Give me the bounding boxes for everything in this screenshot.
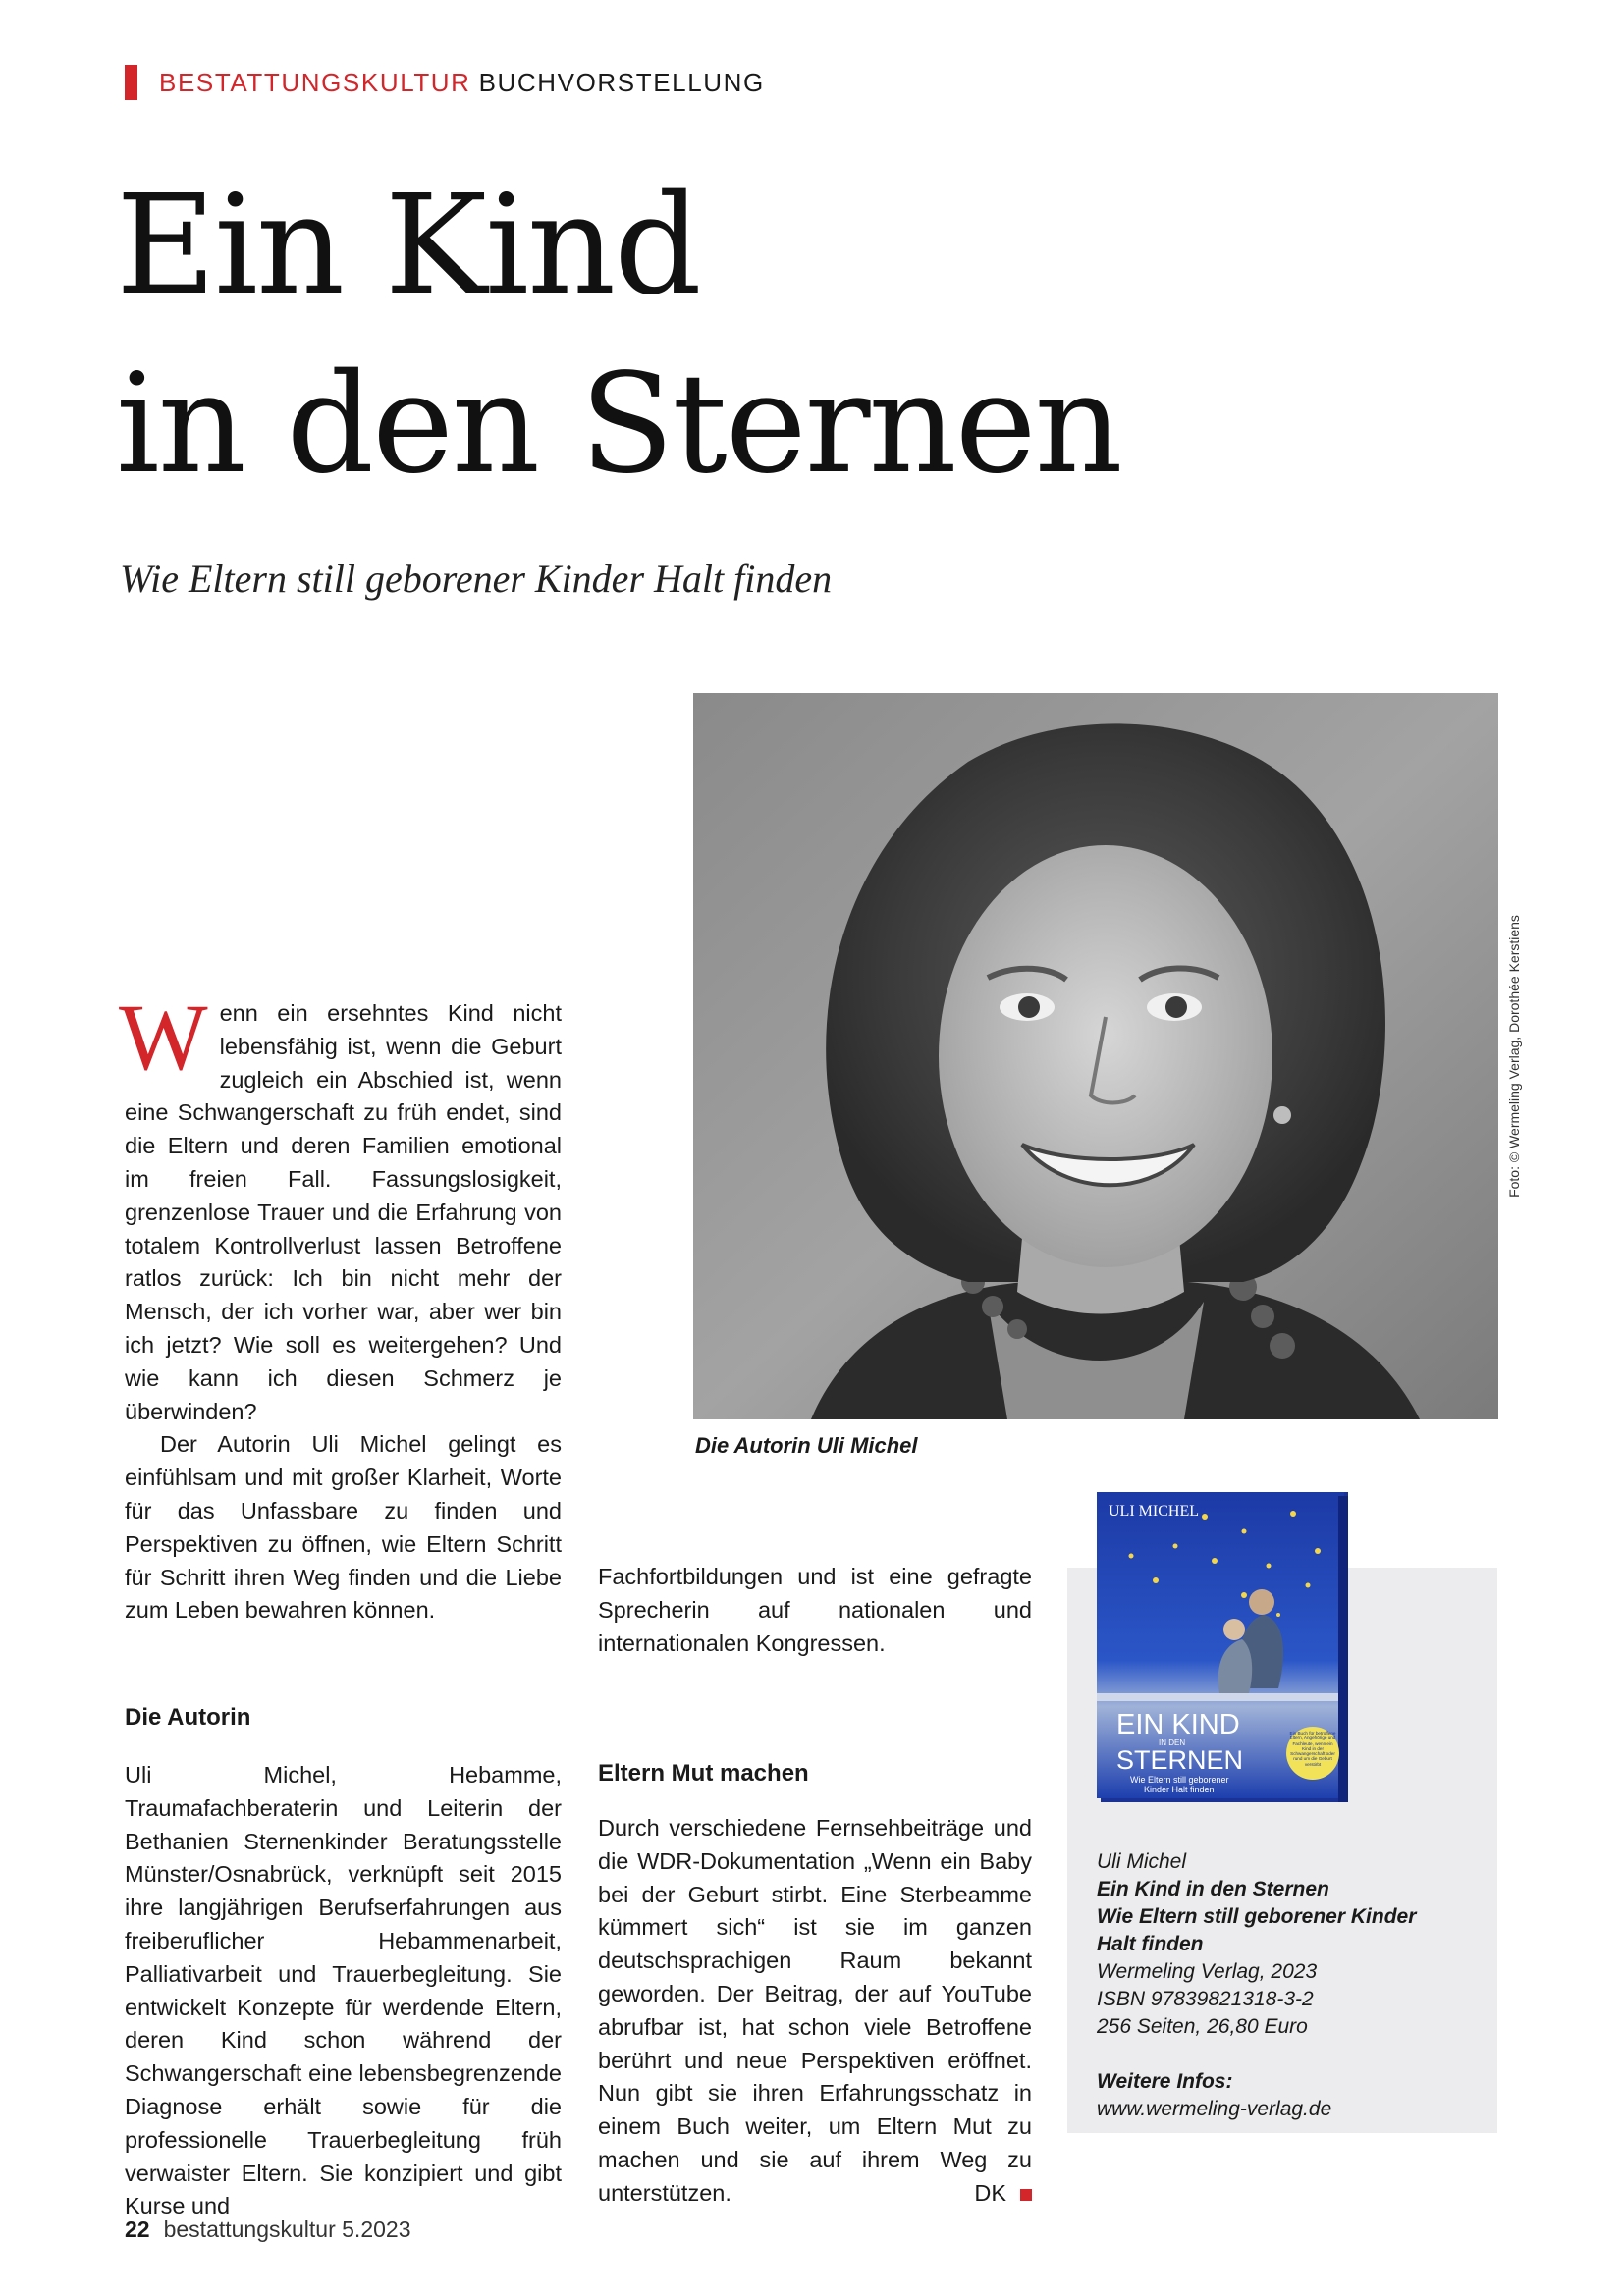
photo-credit-text: Foto: © Wermeling Verlag, Dorothée Kerstiens <box>1506 915 1522 1198</box>
sticker-text: Ein Buch für betroffene Eltern, Angehörige und Fachleute, wenn ein Kind in der Schwangerschaft oder rund um die Geburt verstirbt <box>1289 1731 1336 1767</box>
title-line-1: Ein Kind <box>116 166 700 326</box>
end-mark <box>1020 2189 1032 2201</box>
author-portrait <box>693 693 1498 1419</box>
cover-title-2: STERNEN <box>1116 1745 1244 1775</box>
book-title: Ein Kind in den Sternen <box>1097 1878 1329 1900</box>
cover-subtitle-1: Wie Eltern still geborener <box>1130 1775 1229 1785</box>
article-intro <box>119 985 562 1628</box>
book-pages-price: 256 Seiten, 26,80 Euro <box>1097 2015 1308 2038</box>
section-encourage <box>598 1757 1032 2211</box>
book-isbn: ISBN 97839821318-3-2 <box>1097 1988 1314 2010</box>
section-heading-encourage: Eltern Mut machen <box>598 1760 809 1787</box>
publisher-url: www.wermeling-verlag.de <box>1097 2098 1332 2120</box>
more-info-label: Weitere Infos: <box>1097 2070 1233 2093</box>
article-title <box>116 157 1121 514</box>
photo-credit <box>1502 693 1526 1419</box>
section-heading-author: Die Autorin <box>125 1704 251 1731</box>
author-paragraph-cont: Fachfortbildungen und ist eine gefragte Sprecherin auf nationalen und internationalen Kongressen. <box>598 1564 1032 1656</box>
book-cover-image <box>1097 1492 1355 1802</box>
author-paragraph: Uli Michel, Hebamme, Traumafachberaterin und Leiterin der Bethanien Sternenkinder Beratungsstelle Münster/Osnabrück, verknüpft seit 2015 ihre langjährigen Berufserfahrungen aus freiberuflicher Hebammenarbeit, Palliativarbeit und Trauerbegleitung. Sie entwickelt Konzepte für werdende Eltern, deren Kind schon während der Schwangerschaft eine lebensbegrenzende Diagnose erhält sowie für die professionelle Trauerbegleitung früh verwaister Eltern. Sie konzipiert und gibt Kurse und <box>125 1762 562 2219</box>
page-number: 22 <box>125 2216 150 2242</box>
rubric-category: BESTATTUNGSKULTUR <box>159 68 471 97</box>
book-author: Uli Michel <box>1097 1850 1187 1873</box>
cover-title-1: EIN KIND <box>1116 1709 1240 1740</box>
encourage-paragraph: Durch verschiedene Fernsehbeiträge und die WDR-Dokumentation „Wenn ein Baby bei der Geburt stirbt. Eine Sterbeamme kümmert sich“ ist sie im ganzen deutschsprachigen Raum bekannt geworden. Der Beitrag, der auf YouTube abrufbar ist, hat schon viele Betroffene berührt und neue Perspektiven eröffnet. Nun gibt sie ihren Erfahrungsschatz in einem Buch weiter, um Eltern Mut zu machen und sie auf ihrem Weg zu unterstützen. <box>598 1815 1032 2206</box>
cover-subtitle-2: Kinder Halt finden <box>1144 1785 1215 1794</box>
author-paragraph-continued <box>598 1561 1032 1660</box>
book-subtitle-line-1: Wie Eltern still geborener Kinder <box>1097 1905 1417 1928</box>
author-initials: DK <box>974 2179 1006 2206</box>
cover-title-small: IN DEN <box>1159 1738 1186 1747</box>
book-cover <box>1097 1492 1355 1802</box>
book-details <box>1097 1848 1489 2123</box>
drop-cap: W <box>119 985 208 1090</box>
rubric-marker <box>125 65 137 100</box>
section-author <box>125 1701 562 2223</box>
intro-paragraph-2: Der Autorin Uli Michel gelingt es einfühlsam und mit großer Klarheit, Worte für das Unfassbare zu finden und Perspektiven zu öffnen, wie Eltern Schritt für Schritt ihren Weg finden und die Liebe zum Leben bewahren können. <box>125 1431 562 1624</box>
article-subtitle: Wie Eltern still geborener Kinder Halt finden <box>120 557 833 601</box>
rubric <box>159 67 765 98</box>
magazine-issue: bestattungskultur 5.2023 <box>163 2216 411 2242</box>
rubric-subcategory: BUCHVORSTELLUNG <box>478 68 765 97</box>
title-line-2: in den Sternen <box>116 345 1121 505</box>
cover-author: ULI MICHEL <box>1109 1503 1199 1520</box>
portrait-image <box>693 693 1498 1419</box>
intro-paragraph: enn ein ersehntes Kind nicht lebensfähig ist, wenn die Geburt zugleich ein Abschied ist, wenn eine Schwangerschaft zu früh endet, sind die Eltern und deren Familien emotional im freien Fall. Fassungslosigkeit, grenzenlose Trauer und die Erfahrung von totalem Kontrollverlust lassen Betroffene ratlos zurück: Ich bin nicht mehr der Mensch, der ich vorher war, aber wer bin ich jetzt? Wie soll es weitergehen? Und wie kann ich diesen Schmerz je überwinden? <box>125 1000 562 1424</box>
page-footer <box>125 2216 411 2243</box>
photo-caption: Die Autorin Uli Michel <box>695 1433 918 1458</box>
book-subtitle-line-2: Halt finden <box>1097 1933 1204 1955</box>
book-publisher: Wermeling Verlag, 2023 <box>1097 1960 1318 1983</box>
signoff <box>974 2177 1032 2211</box>
